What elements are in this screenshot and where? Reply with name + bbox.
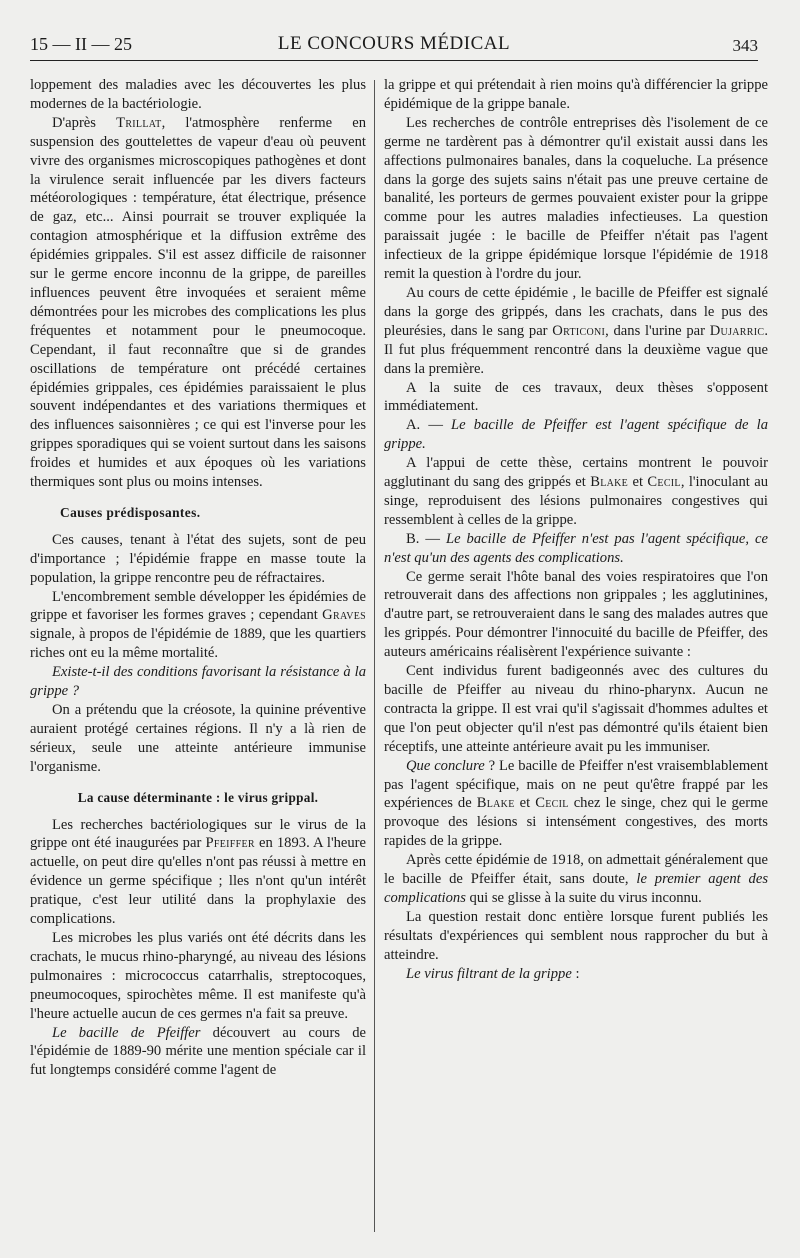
right-column xyxy=(384,76,768,1238)
page-number: 343 xyxy=(732,36,758,55)
paragraph: Le bacille de Pfeiffer découvert au cours de l'épidémie de 1889-90 mérite une mention spéciale car il fut longtemps considéré comme l'agent de xyxy=(30,1024,366,1079)
column-divider xyxy=(374,80,375,1232)
author-name: Dujarric xyxy=(709,322,765,339)
paragraph: A la suite de ces travaux, deux thèses s'opposent immédiatement. xyxy=(384,379,768,415)
paragraph: Les microbes les plus variés ont été décrits dans les crachats, le mucus rhino-pharyngé, au niveau des lésions pulmonaires : micrococcus catarrhalis, streptocoques, pneumocoques, spirochètes même. Il est manifeste qu'à l'heure actuelle aucun de ces germes n'a fait sa preuve. xyxy=(30,929,366,1022)
paragraph: loppement des maladies avec les découvertes les plus modernes de la bactériologie. xyxy=(30,77,366,112)
paragraph: Ces causes, tenant à l'état des sujets, sont de peu d'importance ; l'épidémie frappe en masse toute la population, la grippe rencontre peu de réfractaires. xyxy=(30,531,366,586)
thesis-a: A. — Le bacille de Pfeiffer est l'agent spécifique de la grippe. xyxy=(384,417,768,453)
italic-question: Existe-t-il des conditions favorisant la résistance à la grippe ? xyxy=(30,664,366,700)
paragraph: Après cette épidémie de 1918, on admettait généralement que le bacille de Pfeiffer était, sans doute, le premier agent des complications qui se glisse à la suite du virus inconnu. xyxy=(384,852,768,906)
paragraph: Que conclure ? Le bacille de Pfeiffer n'est vraisemblablement pas l'agent spécifique, mais on ne peut qu'être frappé par les expériences de Blake et Cecil chez le singe, chez qui le germe provoque des lésions si intensément congestives, des morts rapides de la grippe. xyxy=(384,757,768,850)
author-name: Blake xyxy=(476,795,515,812)
author-name: Cecil xyxy=(647,474,681,491)
paragraph: Ce germe serait l'hôte banal des voies respiratoires que l'on retrouverait dans des affections non grippales ; les agglutinines, d'autre part, se retrouveraient dans le sang des malades autres que les grippés. Pour démontrer l'innocuité du bacille de Pfeiffer, des auteurs américains réalisèrent l'expérience suivante : xyxy=(384,568,768,661)
author-name: Cecil xyxy=(535,795,569,812)
subsection-lead: Le virus filtrant de la grippe : xyxy=(406,965,580,982)
paragraph: Les recherches bactériologiques sur le virus de la grippe ont été inaugurées par Pfeiffer en 1893. A l'heure actuelle, on peut dire qu'elles n'ont pas réussi à mettre en évidence un germe spécifique ; lles n'ont qu'un intérêt pratique, c'est leur utilité dans la prophylaxie des complications. xyxy=(30,816,366,928)
paragraph: D'après Trillat, l'atmosphère renferme en suspension des gouttelettes de vapeur d'eau où peuvent vivre des organismes microscopiques pathogènes et dont la virulence serait influencée par les divers facteurs météorologiques : température, état électrique, présence de gaz, etc... Ainsi pourrait se trouver expliquée la contagion atmosphérique et la diffusion extrême des épidémies grippales. S'il est assez difficile de raisonner sur le germe encore inconnu de la grippe, de pareilles influences peuvent être invoquées et seraient même démontrées pour les microbes des complications les plus fréquentes et notamment pour le pneumocoque. Cependant, il faut reconnaître que si de grandes oscillations de température ont précédé certaines épidémies grippales, ces épidémies paraissaient le plus souvent indépendantes et des variations thermiques et des influences saisonnières ; ce qui est l'inverse pour les grippes sporadiques qui se voient surtout dans les saisons froides et humides et aux époques où les variations thermiques sont plus ou moins intenses. xyxy=(30,114,366,491)
paragraph: Cent individus furent badigeonnés avec des cultures du bacille de Pfeiffer au niveau du rhino-pharynx. Aucun ne contracta la grippe. Il est vrai qu'il s'agissait d'hommes adultes et que l'on peut objecter qu'il n'est pas démontré qu'ils étaient bien réceptifs, une atteinte antérieure avait pu les immuniser. xyxy=(384,663,768,755)
author-name: Orticoni xyxy=(552,322,606,339)
left-column xyxy=(30,76,366,1238)
issue-date: 15 — II — 25 xyxy=(30,34,132,54)
author-name: Blake xyxy=(590,474,629,491)
author-name: Pfeiffer xyxy=(205,835,255,852)
paragraph: Les recherches de contrôle entreprises dès l'isolement de ce germe ne tardèrent pas à démontrer qu'il existait aussi dans les affections pulmonaires banales, dans la coqueluche. La présence dans la gorge des sujets sains n'était pas une preuve certaine de banalité, les porteurs de germes pouvaient exister pour la grippe comme pour les autres maladies infectieuses. La question paraissait jugée : le bacille de Pfeiffer n'était pas l'agent infectieux de la grippe épidémique lorsque l'épidémie de 1918 remit la question à l'ordre du jour. xyxy=(384,114,768,283)
paragraph: On a prétendu que la créosote, la quinine préventive auraient protégé certaines régions. Il n'y a là rien de sérieux, seule une atteinte antérieure immunise l'organisme. xyxy=(30,702,366,775)
paragraph: la grippe et qui prétendait à rien moins qu'à différencier la grippe épidémique de la grippe banale. xyxy=(384,77,768,112)
author-name: Graves xyxy=(322,607,366,624)
section-heading: La cause déterminante : le virus grippal. xyxy=(77,789,319,805)
section-heading: Causes prédisposantes. xyxy=(60,504,201,520)
paragraph: Au cours de cette épidémie , le bacille de Pfeiffer est signalé dans la gorge des grippés, dans les crachats, dans le pus des pleurésies, dans le sang par Orticoni, dans l'urine par Dujarric. Il fut plus fréquemment rencontré dans la deuxième vague que dans la première. xyxy=(384,284,768,377)
author-name: Trillat xyxy=(116,114,162,131)
page-header xyxy=(30,32,758,61)
paragraph: La question restait donc entière lorsque furent publiés les résultats d'expériences qui semblent nous rapprocher du but à atteindre. xyxy=(384,908,768,963)
paragraph: A l'appui de cette thèse, certains montrent le pouvoir agglutinant du sang des grippés et Blake et Cecil, l'inoculant au singe, reproduisent des lésions pulmonaires congestives qui ressemblent à celles de la grippe. xyxy=(384,455,768,528)
paragraph: L'encombrement semble développer les épidémies de grippe et favoriser les formes graves ; cependant Graves signale, à propos de l'épidémie de 1889, que les quartiers riches ont eu la même mortalité. xyxy=(30,588,366,662)
thesis-b: B. — Le bacille de Pfeiffer n'est pas l'agent spécifique, ce n'est qu'un des agents des complications. xyxy=(384,530,768,566)
journal-title: LE CONCOURS MÉDICAL xyxy=(277,33,511,54)
